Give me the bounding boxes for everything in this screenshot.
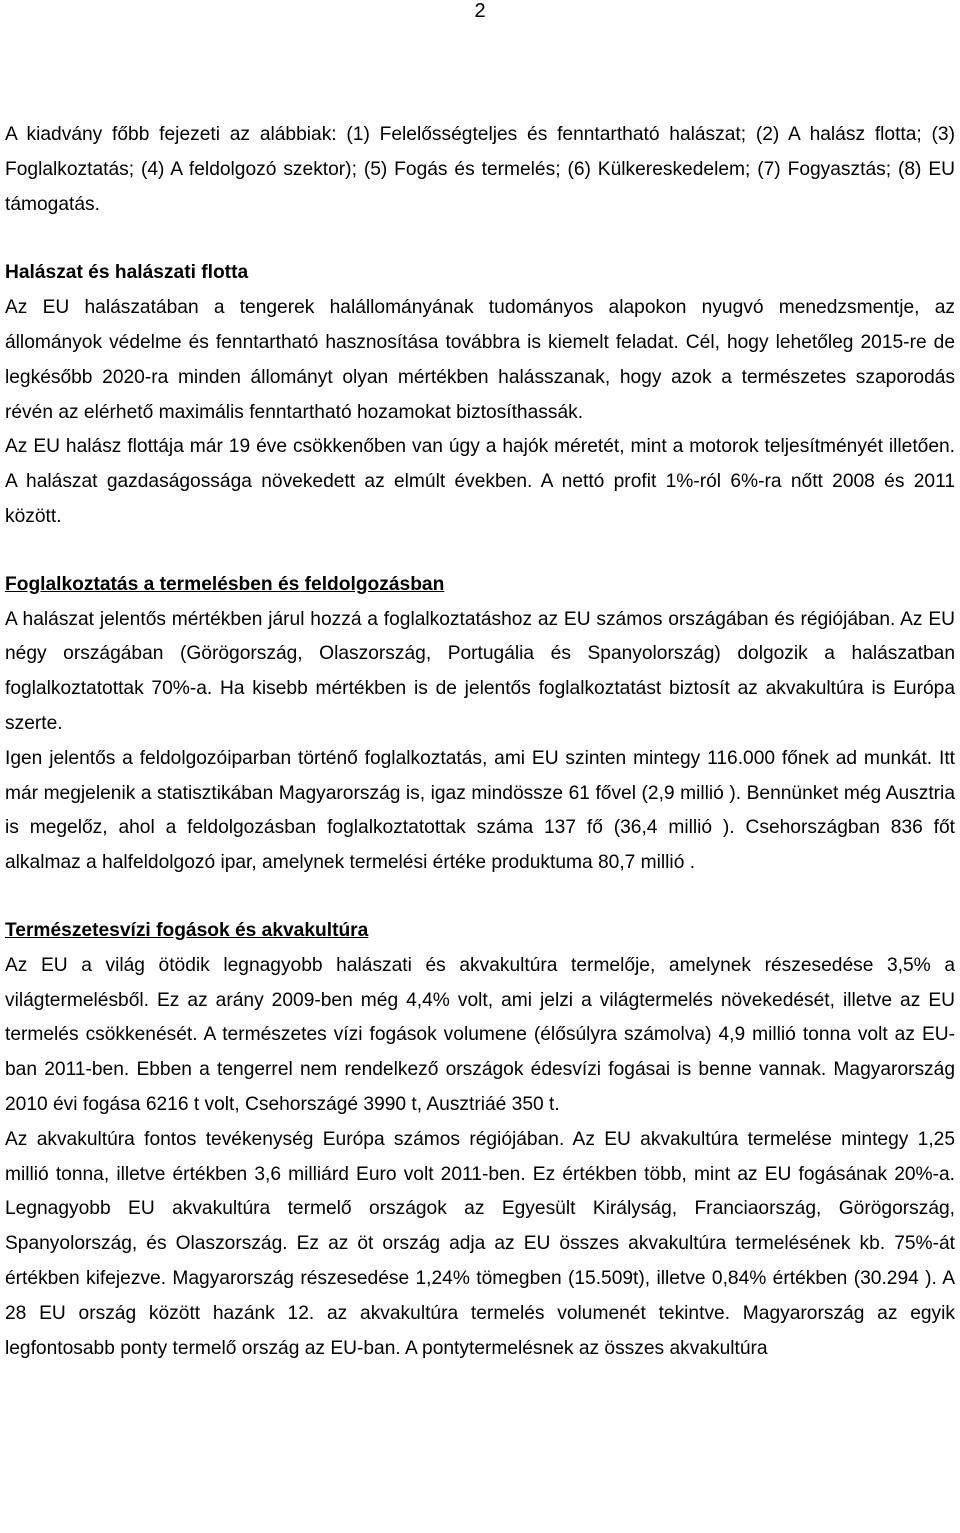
aquaculture-paragraph-2: Az akvakultúra fontos tevékenység Európa számos régiójában. Az EU akvakultúra termelése mintegy 1,25 millió tonna, illetve értékben 3,6 milliárd Euro volt 2011-ben. Ez értékben több, mint az EU fogásának 20%-a. Legnagyobb EU akvakultúra termelő országok az Egyesült Királyság, Franciaország, Görögország, Spanyolország, és Olaszország. Ez az öt ország adja az EU összes akvakultúra termelésének kb. 75%-át értékben kifejezve. Magyarország részesedése 1,24% tömegben (15.509t), illetve 0,84% értékben (30.294 ). A 28 EU ország között hazánk 12. az akvakultúra termelés volumenét tekintve. Magyarország az egyik legfontosabb ponty termelő ország az EU-ban. A pontytermelésnek az összes akvakultúra [5, 1128, 955, 1359]
fishing-paragraph-1: Az EU halászatában a tengerek halállományának tudományos alapokon nyugvó menedzsmentje, az állományok védelme és fenntartható hasznosítása továbbra is kiemelt feladat. Cél, hogy lehetőleg 2015-re de legkésőbb 2020-ra minden állományt olyan mértékben halásszanak, hogy azok a természetes szaporodás révén az elérhető maximális fenntartható hozamokat biztosíthassák. [5, 297, 955, 423]
section-heading-employment: Foglalkoztatás a termelésben és feldolgozásban [5, 573, 445, 595]
document-body [5, 118, 955, 1366]
employment-paragraph-2: Igen jelentős a feldolgozóiparban történő foglalkoztatás, ami EU szinten mintegy 116.000 főnek ad munkát. Itt már megjelenik a statisztikában Magyarország is, igaz mindössze 61 fővel (2,9 millió ). Bennünket még Ausztria is megelőz, ahol a feldolgozásban foglalkoztatottak száma 137 fő (36,4 millió ). Csehországban 836 főt alkalmaz a halfeldolgozó ipar, amelynek termelési értéke produktuma 80,7 millió . [5, 747, 955, 874]
fishing-paragraph-2: Az EU halász flottája már 19 éve csökkenőben van úgy a hajók méretét, mint a motorok teljesítményét illetően. A halászat gazdaságossága növekedett az elmúlt években. A nettó profit 1%-ról 6%-ra nőtt 2008 és 2011 között. [5, 436, 955, 527]
section-heading-freshwater-aquaculture: Természetesvízi fogások és akvakultúra [5, 919, 369, 941]
section-heading-fishing-fleet: Halászat és halászati flotta [5, 262, 249, 284]
aquaculture-paragraph-1: Az EU a világ ötödik legnagyobb halászati és akvakultúra termelője, amelynek részesedése 3,5% a világtermelésből. Ez az arány 2009-ben még 4,4% volt, ami jelzi a világtermelés növekedését, illetve az EU termelés csökkenését. A természetes vízi fogások volumene (élősúlyra számolva) 4,9 millió tonna volt az EU-ban 2011-ben. Ebben a tengerrel nem rendelkező országok édesvízi fogásai is benne vannak. Magyarország 2010 évi fogása 6216 t volt, Csehországé 3990 t, Ausztriáé 350 t. [5, 954, 955, 1115]
employment-paragraph-1: A halászat jelentős mértékben járul hozzá a foglalkoztatáshoz az EU számos országában és régiójában. Az EU négy országában (Görögország, Olaszország, Portugália és Spanyolország) dolgozik a halászatban foglalkoztatottak 70%-a. Ha kisebb mértékben is de jelentős foglalkoztatást biztosít az akvakultúra is Európa szerte. [5, 608, 955, 734]
page-number: 2 [474, 0, 486, 22]
intro-paragraph: A kiadvány főbb fejezeti az alábbiak: (1) Felelősségteljes és fenntartható halászat; (2) A halász flotta; (3) Foglalkoztatás; (4) A feldolgozó szektor); (5) Fogás és termelés; (6) Külkereskedelem; (7) Fogyasztás; (8) EU támogatás. [5, 124, 955, 215]
